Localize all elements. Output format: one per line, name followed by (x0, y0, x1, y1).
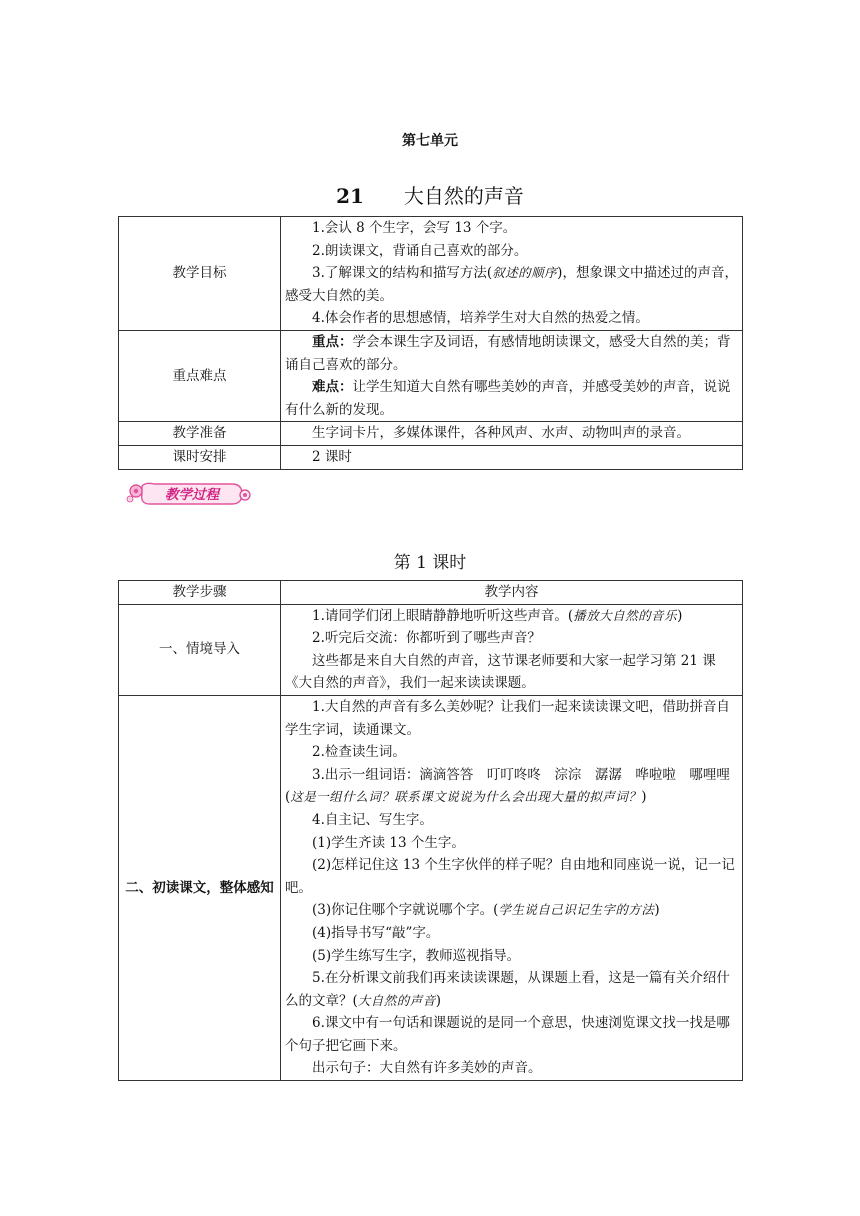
step-note: 大自然的声音 (357, 992, 436, 1008)
goal-line: 1.会认 8 个生字，会写 13 个字。 (312, 220, 517, 236)
step-row (119, 604, 743, 695)
goal-text: )，想象课文中描述过的声音，感受大自然的美。 (285, 265, 738, 304)
step-label: 二、初读课文，整体感知 (119, 695, 281, 1080)
step-content (281, 604, 743, 695)
schedule-label: 课时安排 (119, 445, 281, 469)
prep-text: 生字词卡片，多媒体课件，各种风声、水声、动物叫声的录音。 (312, 425, 690, 442)
unit-title: 第七单元 (402, 133, 458, 149)
goal-line: 4.体会作者的思想感情，培养学生对大自然的热爱之情。 (312, 310, 649, 327)
step-paragraph: (4)指导书写“敲”字。 (312, 924, 440, 941)
header-row (119, 581, 743, 605)
step-text: 5.在分析课文前我们再来读读课题，从课题上看，这是一篇有关介绍什么的文章？( (285, 970, 730, 1009)
teaching-process-badge (124, 480, 252, 508)
goals-row (119, 217, 743, 331)
sun-icon (240, 490, 250, 500)
step-row (119, 695, 743, 1080)
step-text: 3.出示一组词语：滴滴答答 叮叮咚咚 淙淙 潺潺 哗啦啦 哪哩哩( (285, 766, 730, 806)
step-paragraph: (1)学生齐读 13 个生字。 (312, 834, 465, 851)
goal-line: 2.朗读课文，背诵自己喜欢的部分。 (312, 242, 528, 259)
step-text: ) (654, 902, 660, 919)
step-text: ) (677, 607, 683, 624)
key-points-label: 重点难点 (119, 330, 281, 421)
schedule-content (281, 445, 743, 469)
period-title: 第 1 课时 (393, 553, 467, 573)
lesson-overview-table (118, 216, 743, 470)
step-paragraph: 1.大自然的声音有多么美妙呢？让我们一起来读读课文吧，借助拼音自学生字词，读通课文。 (285, 698, 730, 738)
goal-line (285, 262, 738, 307)
goal-note: 叙述的顺序 (492, 265, 558, 281)
lesson-number: 21 (336, 184, 364, 208)
step-paragraph: 2.听完后交流：你都听到了哪些声音？ (312, 630, 541, 647)
step-paragraph: (2)怎样记住这 13 个生字伙伴的样子呢？自由地和同座说一说，记一记吧。 (285, 857, 735, 896)
difficulty-text: 让学生知道大自然有哪些美妙的声音，并感受美妙的声音，说说有什么新的发现。 (285, 379, 731, 418)
difficulty-line (285, 376, 738, 421)
teaching-process-table (118, 580, 743, 1081)
step-paragraph: 这些都是来自大自然的声音，这节课老师要和大家一起学习第 21 课《大自然的声音》，我们一起来读读课题。 (285, 652, 716, 692)
step-paragraph: 4.自主记、写生字。 (312, 811, 433, 828)
goals-content (281, 217, 743, 331)
step-paragraph: 6.课文中有一句话和课题说的是同一个意思，快速浏览课文找一找是哪个句子把它画下来。 (285, 1015, 730, 1054)
flower-icon (127, 485, 142, 502)
key-label: 重点： (312, 333, 353, 350)
step-paragraph: 2.检查读生词。 (312, 744, 406, 761)
key-points-row (119, 330, 743, 421)
badge-label: 教学过程 (165, 487, 219, 503)
goals-label: 教学目标 (119, 217, 281, 331)
step-text: ) (435, 992, 442, 1009)
step-text: 1.请同学们闭上眼睛静静地听听这些声音。( (312, 607, 574, 624)
content-header: 教学内容 (281, 581, 743, 605)
lesson-name: 大自然的声音 (403, 184, 524, 208)
prep-content (281, 422, 743, 446)
key-points-content (281, 330, 743, 421)
step-paragraph: 出示句子：大自然有许多美妙的声音。 (312, 1060, 542, 1077)
step-paragraph (285, 605, 738, 628)
step-text: ) (641, 789, 647, 806)
step-label: 一、情境导入 (119, 604, 281, 695)
step-note: 播放大自然的音乐 (573, 607, 678, 623)
step-paragraph: (5)学生练写生字，教师巡视指导。 (312, 947, 521, 964)
difficulty-label: 难点： (312, 379, 353, 396)
goal-text: 3.了解课文的结构和描写方法( (312, 265, 493, 282)
step-text: (3)你记住哪个字就说哪个字。( (312, 902, 499, 919)
key-text: 学会本课生字及词语，有感情地朗读课文，感受大自然的美；背诵自己喜欢的部分。 (285, 333, 731, 373)
step-paragraph (285, 967, 738, 1012)
schedule-text: 2 课时 (312, 448, 352, 465)
step-content (281, 695, 743, 1080)
schedule-row (119, 445, 743, 469)
steps-header: 教学步骤 (119, 581, 281, 605)
prep-row (119, 422, 743, 446)
prep-label: 教学准备 (119, 422, 281, 446)
step-note: 这是一组什么词？联系课文说说为什么会出现大量的拟声词？ (290, 789, 642, 805)
step-paragraph (285, 899, 738, 922)
lesson-title (0, 180, 860, 209)
key-point-line (285, 331, 738, 376)
step-note: 学生说自己识记生字的方法 (498, 902, 655, 918)
step-paragraph (285, 764, 738, 809)
